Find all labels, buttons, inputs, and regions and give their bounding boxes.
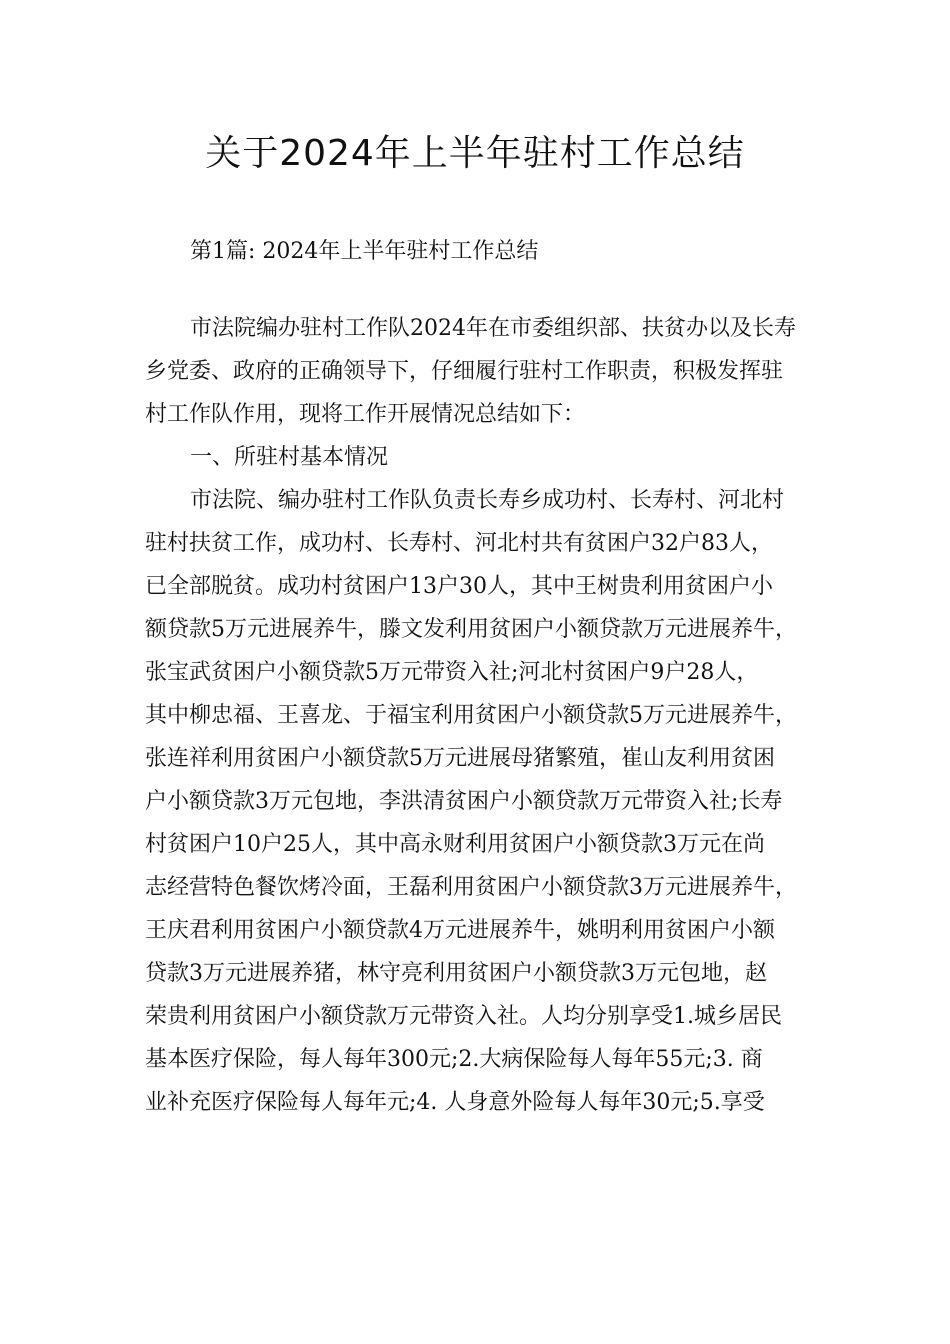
paragraph2-line: 其中柳忠福、王喜龙、于福宝利用贫困户小额贷款5万元进展养牛， [145,703,797,728]
paragraph2-line: 村贫困户10户25人，其中高永财利用贫困户小额贷款3万元在尚 [145,832,765,857]
paragraph1-line: 村工作队作用，现将工作开展情况总结如下： [145,402,586,427]
paragraph2-line: 贷款3万元进展养猪，林守亮利用贫困户小额贷款3万元包地，赵 [145,961,767,986]
paragraph2-line: 荣贵利用贫困户小额贷款万元带资入社。人均分别享受1.城乡居民 [145,1004,782,1029]
paragraph2-line: 驻村扶贫工作，成功村、长寿村、河北村共有贫困户32户83人， [145,531,773,556]
paragraph2-line: 额贷款5万元进展养牛，滕文发利用贫困户小额贷款万元进展养牛， [145,617,797,642]
paragraph1-line: 市法院编办驻村工作队2024年在市委组织部、扶贫办以及长寿 [190,316,796,341]
paragraph2-line: 张宝武贫困户小额贷款5万元带资入社;河北村贫困户9户28人， [145,660,759,685]
document-title: 关于2024年上半年驻村工作总结 [205,133,745,174]
paragraph1-line: 乡党委、政府的正确领导下，仔细履行驻村工作职责，积极发挥驻 [145,359,784,384]
paragraph2-line: 王庆君利用贫困户小额贷款4万元进展养牛，姚明利用贫困户小额 [145,918,775,943]
section1-heading: 一、所驻村基本情况 [190,445,389,470]
paragraph2-line: 张连祥利用贫困户小额贷款5万元进展母猪繁殖，崔山友利用贫困 [145,746,775,771]
document-body [145,230,825,1124]
paragraph2-line: 市法院、编办驻村工作队负责长寿乡成功村、长寿村、河北村 [190,488,785,513]
subheading: 第1篇: 2024年上半年驻村工作总结 [190,239,539,264]
paragraph2-line: 志经营特色餐饮烤冷面，王磊利用贫困户小额贷款3万元进展养牛， [145,875,797,900]
paragraph2-line: 基本医疗保险，每人每年300元;2.大病保险每人每年55元;3. 商 [145,1047,763,1072]
paragraph2-line: 已全部脱贫。成功村贫困户13户30人，其中王树贵利用贫困户小 [145,574,773,599]
paragraph2-line: 户小额贷款3万元包地，李洪清贫困户小额贷款万元带资入社;长寿 [145,789,783,814]
paragraph2-line: 业补充医疗保险每人每年元;4. 人身意外险每人每年30元;5.享受 [145,1090,765,1115]
